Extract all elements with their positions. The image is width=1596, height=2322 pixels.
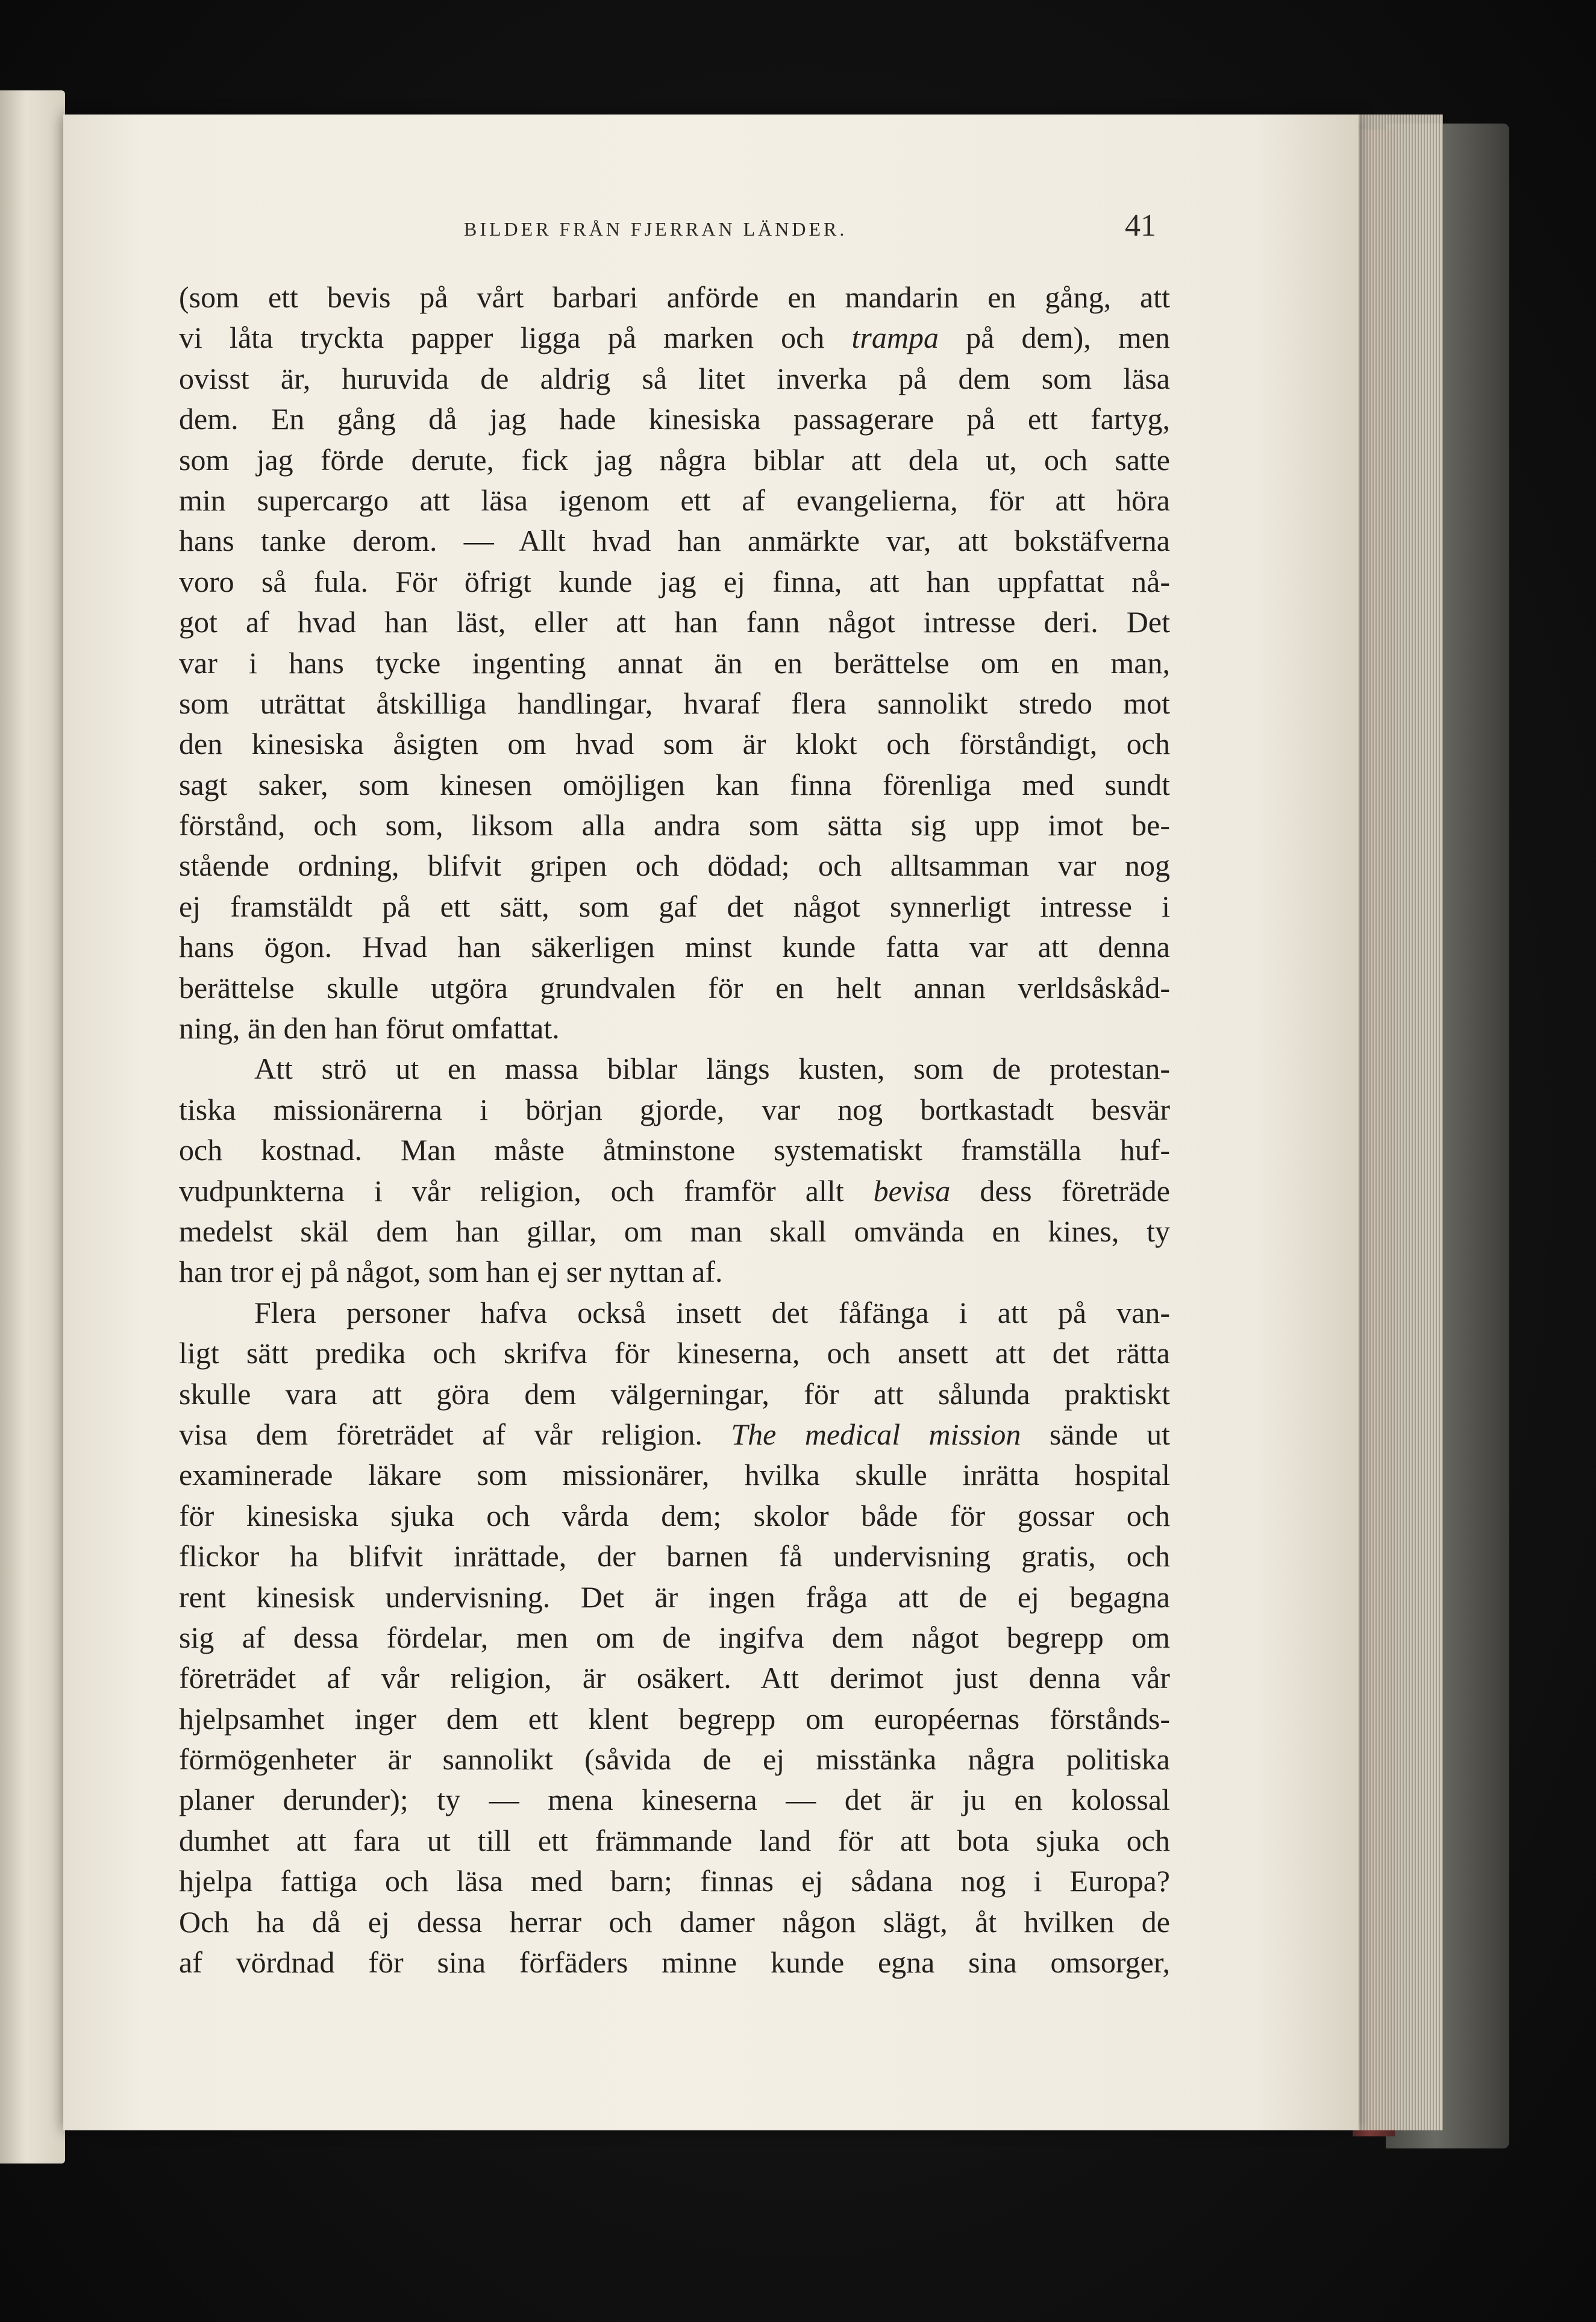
text-run: tiska missionärerna i början gjorde, var nog bortkastadt besvär — [179, 1092, 1170, 1126]
page-block-edges — [1353, 115, 1443, 2130]
text-run: sagt saker, som kinesen omöjligen kan finna förenliga med sundt — [179, 767, 1170, 802]
italic-run: bevisa — [873, 1173, 951, 1208]
text-line — [179, 359, 1170, 399]
text-line — [179, 1496, 1170, 1536]
text-line — [179, 1536, 1170, 1577]
text-run: planer derunder); ty — mena kineserna — det är ju en kolossal — [179, 1783, 1170, 1817]
text-run: han tror ej på något, som han ej ser nyttan af. — [179, 1255, 723, 1289]
text-line — [179, 1780, 1170, 1820]
text-line — [179, 562, 1170, 602]
text-line — [179, 1171, 1170, 1211]
text-line — [179, 886, 1170, 927]
text-run: som jag förde derute, fick jag några biblar att dela ut, och satte — [179, 442, 1170, 477]
text-run: rent kinesisk undervisning. Det är ingen fråga att de ej begagna — [179, 1580, 1170, 1614]
text-run: förstånd, och som, liksom alla andra som sätta sig upp imot be- — [179, 808, 1170, 843]
text-run: för kinesiska sjuka och vårda dem; skolor både för gossar och — [179, 1498, 1170, 1533]
text-run: examinerade läkare som missionärer, hvilka skulle inrätta hospital — [179, 1458, 1170, 1492]
text-run: visa dem företrädet af vår religion. — [179, 1417, 731, 1451]
text-line — [179, 399, 1170, 439]
text-line — [179, 1658, 1170, 1698]
text-run: vi låta tryckta papper ligga på marken och — [179, 321, 852, 355]
text-run: min supercargo att läsa igenom ett af evangelierna, för att höra — [179, 483, 1170, 517]
text-run: förmögenheter är sannolikt (såvida de ej misstänka några politiska — [179, 1742, 1170, 1777]
text-run: berättelse skulle utgöra grundvalen för en helt annan verldsåskåd- — [179, 970, 1170, 1005]
text-run: medelst skäl dem han gillar, om man skall omvända en kines, ty — [179, 1214, 1170, 1248]
text-line — [179, 521, 1170, 561]
text-line — [179, 1618, 1170, 1658]
text-line — [179, 440, 1170, 480]
text-run: stående ordning, blifvit gripen och dödad; och alltsamman var nog — [179, 849, 1170, 883]
text-line — [179, 1414, 1170, 1455]
text-line — [179, 1699, 1170, 1739]
text-line — [179, 1739, 1170, 1780]
text-line — [179, 1008, 1170, 1049]
text-run: dess företräde — [950, 1173, 1170, 1208]
text-run: ligt sätt predika och skrifva för kineserna, och ansett att det rätta — [179, 1336, 1170, 1370]
text-run: dumhet att fara ut till ett främmande land för att bota sjuka och — [179, 1823, 1170, 1857]
text-line — [179, 1374, 1170, 1414]
text-line — [179, 277, 1170, 318]
text-line — [179, 318, 1170, 358]
text-run: voro så fula. För öfrigt kunde jag ej finna, att han uppfattat nå- — [179, 564, 1170, 598]
text-run: Att strö ut en massa biblar längs kusten, som de protestan- — [254, 1052, 1170, 1086]
text-run: företrädet af vår religion, är osäkert. Att derimot just denna vår — [179, 1661, 1170, 1695]
text-run: af vördnad för sina förfäders minne kunde egna sina omsorger, — [179, 1945, 1170, 1980]
text-line — [179, 1902, 1170, 1942]
text-run: som uträttat åtskilliga handlingar, hvaraf flera sannolikt stredo mot — [179, 686, 1170, 720]
text-line — [179, 1577, 1170, 1618]
text-line — [179, 643, 1170, 683]
facing-page-edge — [0, 90, 65, 2164]
text-line — [179, 1049, 1170, 1089]
text-run: hans tanke derom. — Allt hvad han anmärkte var, att bokstäfverna — [179, 524, 1170, 558]
text-run: skulle vara att göra dem välgerningar, för att sålunda praktiskt — [179, 1376, 1170, 1411]
text-run: den kinesiska åsigten om hvad som är klokt och förståndigt, och — [179, 727, 1170, 761]
text-line — [179, 724, 1170, 764]
text-run: Och ha då ej dessa herrar och damer någon slägt, åt hvilken de — [179, 1904, 1170, 1939]
text-line — [179, 1252, 1170, 1292]
text-run: hjelpsamhet inger dem ett klent begrepp om européernas förstånds- — [179, 1701, 1170, 1736]
text-line — [179, 1293, 1170, 1333]
text-line — [179, 1090, 1170, 1130]
text-run: vudpunkterna i vår religion, och framför allt — [179, 1173, 874, 1208]
running-head: BILDER FRÅN FJERRAN LÄNDER. — [464, 218, 848, 240]
text-line — [179, 1333, 1170, 1373]
text-run: hjelpa fattiga och läsa med barn; finnas ej sådana nog i Europa? — [179, 1864, 1170, 1898]
text-run: flickor ha blifvit inrättade, der barnen få undervisning gratis, och — [179, 1539, 1170, 1574]
text-run: och kostnad. Man måste åtminstone systematiskt framställa huf- — [179, 1133, 1170, 1167]
text-line — [179, 1861, 1170, 1901]
text-run: ning, än den han förut omfattat. — [179, 1011, 560, 1046]
text-line — [179, 1455, 1170, 1495]
text-run: ovisst är, huruvida de aldrig så litet inverka på dem som läsa — [179, 361, 1170, 395]
text-run: (som ett bevis på vårt barbari anförde en mandarin en gång, att — [179, 280, 1170, 314]
text-line — [179, 1821, 1170, 1861]
text-line — [179, 927, 1170, 967]
text-line — [179, 968, 1170, 1008]
text-line — [179, 683, 1170, 724]
text-run: got af hvad han läst, eller att han fann något intresse deri. Det — [179, 605, 1170, 639]
text-run: hans ögon. Hvad han säkerligen minst kunde fatta var att denna — [179, 930, 1170, 964]
text-run: var i hans tycke ingenting annat än en berättelse om en man, — [179, 645, 1170, 680]
text-line — [179, 602, 1170, 642]
body-text — [179, 277, 1170, 1983]
text-run: sig af dessa fördelar, men om de ingifva dem något begrepp om — [179, 1620, 1170, 1654]
text-line — [179, 1211, 1170, 1252]
text-line — [179, 765, 1170, 805]
italic-run: The medical mission — [731, 1417, 1021, 1451]
text-run: ej framstäldt på ett sätt, som gaf det något synnerligt intresse i — [179, 889, 1170, 923]
text-line — [179, 1942, 1170, 1983]
text-line — [179, 1130, 1170, 1170]
text-run: på dem), men — [939, 321, 1171, 355]
italic-run: trampa — [851, 321, 939, 355]
text-line — [179, 805, 1170, 846]
text-run: sände ut — [1021, 1417, 1170, 1451]
text-line — [179, 846, 1170, 886]
text-line — [179, 480, 1170, 521]
text-run: dem. En gång då jag hade kinesiska passagerare på ett fartyg, — [179, 402, 1170, 436]
text-run: Flera personer hafva också insett det fåfänga i att på van- — [254, 1295, 1170, 1329]
page-number: 41 — [1125, 209, 1156, 243]
